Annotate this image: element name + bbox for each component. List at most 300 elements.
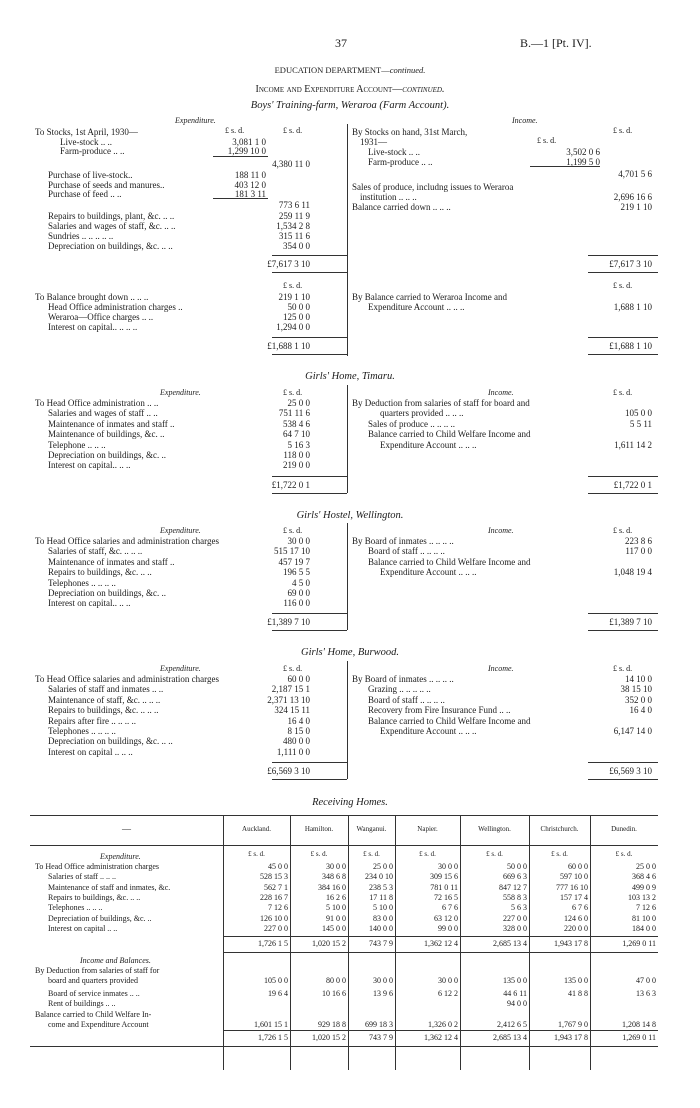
account-line: Interest on capital.. .. .. .. [48, 322, 138, 332]
cell: 384 16 0 [318, 882, 346, 892]
row-label: By Deduction from salaries of staff for [35, 966, 160, 975]
amount: 1,611 14 2 [614, 439, 652, 450]
amount: 1,299 10 0 [227, 146, 266, 156]
amount: 16 4 0 [287, 715, 310, 726]
cell: 60 0 0 [568, 862, 588, 871]
column-header: Christchurch. [540, 825, 579, 833]
account-line: Interest on capital.. .. .. [48, 598, 131, 609]
amount: 2,371 13 10 [267, 694, 310, 705]
subtotal-rule [213, 156, 268, 157]
account-line: Telephones .. .. .. .. [48, 577, 116, 588]
amount: 773 6 11 [278, 200, 310, 210]
row-label: Rent of buildings .. .. [48, 999, 116, 1008]
cell: 30 0 0 [373, 976, 393, 985]
account-line: To Head Office salaries and administration charges [35, 674, 219, 684]
cell: 847 12 7 [499, 882, 527, 892]
lsd-header: £ s. d. [283, 388, 303, 397]
amount: 14 10 0 [625, 674, 652, 684]
account-line: Board of staff .. .. .. .. [368, 546, 445, 557]
cell: 135 0 0 [564, 976, 588, 985]
amount: 4,380 11 0 [272, 159, 310, 169]
amount: 751 11 6 [278, 408, 310, 419]
account-line: Live-stock .. .. [368, 147, 420, 157]
cell: 7 12 6 [636, 903, 656, 913]
account-line: Recovery from Fire Insurance Fund .. .. [368, 705, 511, 716]
account-line: Telephones .. .. .. .. [48, 726, 116, 736]
amount: 1,534 2 8 [276, 221, 310, 231]
amount: 105 0 0 [625, 408, 652, 419]
amount: 116 0 0 [283, 598, 310, 609]
cell: 30 0 0 [438, 862, 458, 871]
amount: 219 0 0 [283, 460, 310, 471]
row-label: To Head Office administration charges [35, 862, 159, 871]
cell: 499 0 9 [632, 882, 656, 892]
cell: 1,208 14 8 [622, 1020, 656, 1029]
amount: 196 5 5 [283, 567, 310, 578]
dash: — [122, 824, 131, 834]
account-line: Balance carried to Child Welfare Income and [368, 429, 531, 440]
total-rule [272, 337, 347, 338]
total-rule [272, 354, 347, 355]
account-line: Purchase of seeds and manures.. [48, 180, 165, 190]
account-line: Expenditure Account .. .. .. [380, 726, 477, 736]
cell: 72 16 5 [434, 892, 458, 902]
cell: 1,362 12 4 [424, 1033, 458, 1042]
account-line: Grazing .. .. .. .. .. [368, 684, 431, 695]
lsd-header: £ s. d. [283, 526, 303, 535]
account-line: Balance carried down .. .. .. [352, 202, 451, 212]
amount: 352 0 0 [625, 694, 652, 705]
account-line: By Board of inmates .. .. .. .. [352, 536, 454, 546]
column-divider [347, 661, 348, 779]
cell: 1,767 9 0 [558, 1020, 588, 1029]
total: £6,569 3 10 [609, 766, 652, 776]
amount: 457 19 7 [278, 556, 310, 567]
amount: 1,111 0 0 [276, 746, 310, 757]
amount: 259 11 9 [278, 211, 310, 221]
amount: 1,688 1 10 [613, 302, 652, 312]
column-header: Auckland. [242, 825, 271, 833]
cell: 19 6 4 [268, 989, 288, 998]
amount: 6,147 14 0 [613, 726, 652, 736]
total-rule [272, 762, 347, 763]
account-line: Purchase of live-stock.. [48, 170, 133, 180]
lsd-header: £ s. d. [615, 850, 633, 858]
amount: 188 11 0 [234, 170, 266, 180]
account-line: Depreciation on buildings, &c. .. [48, 588, 166, 598]
cell: 6 7 6 [572, 903, 588, 913]
row-label: Maintenance of staff and inmates, &c. [48, 882, 171, 892]
farm-title: Boys' Training-farm, Weraroa (Farm Account). [250, 100, 450, 111]
lsd-header: £ s. d. [613, 526, 633, 535]
exp-label: Expenditure. [160, 388, 201, 397]
cell: 41 8 8 [568, 989, 588, 998]
column-header: Dunedin. [611, 825, 637, 833]
amount: 69 0 0 [287, 588, 310, 598]
total: £1,722 0 1 [271, 480, 310, 490]
amount: 538 4 6 [283, 418, 310, 429]
total-rule [588, 762, 658, 763]
total-rule [223, 936, 658, 937]
amount: 354 0 0 [283, 241, 310, 251]
amount: 223 8 6 [625, 536, 652, 546]
account-line: Maintenance of inmates and staff .. [48, 418, 175, 429]
total-rule [272, 630, 347, 631]
account-line: By Board of inmates .. .. .. .. [352, 674, 454, 684]
dept-heading: EDUCATION DEPARTMENT—continued. [274, 65, 426, 75]
subtotal-rule [213, 198, 268, 199]
account-heading: Income and Expenditure Account—continued. [255, 84, 445, 95]
lsd-header: £ s. d. [419, 850, 436, 858]
cell: 135 0 0 [503, 976, 527, 985]
cell: 2,412 6 5 [497, 1020, 527, 1029]
total: £1,688 1 10 [267, 341, 310, 351]
amount: 4,701 5 6 [618, 169, 652, 179]
hostel-title: Girls' Hostel, Wellington. [296, 510, 404, 521]
cell: 47 0 0 [636, 976, 656, 985]
cell: 220 0 0 [564, 923, 588, 933]
cell: 699 18 3 [365, 1020, 393, 1029]
amount: 3,081 1 0 [232, 137, 266, 147]
cell: 126 10 0 [260, 913, 288, 923]
lsd-header: £ s. d. [613, 126, 633, 135]
cell: 1,020 15 2 [312, 1033, 346, 1042]
account-line: Salaries and wages of staff .. .. [48, 408, 158, 419]
amount: 25 0 0 [287, 398, 310, 408]
row-label: board and quarters provided [48, 976, 138, 985]
column-divider [347, 385, 348, 493]
account-line: Live-stock .. .. [60, 137, 112, 147]
account-line: Maintenance of staff, &c. .. .. .. [48, 694, 161, 705]
total-rule [588, 779, 658, 780]
cell: 1,943 17 8 [554, 939, 588, 948]
cell: 30 0 0 [326, 862, 346, 871]
amount: 16 4 0 [629, 705, 652, 716]
row-label: Telephones .. .. .. [48, 903, 103, 913]
column-divider [347, 124, 348, 356]
total-rule [588, 493, 658, 494]
total: £6,569 3 10 [267, 766, 310, 776]
inc-label: Income and Balances. [80, 956, 151, 965]
page-number: 37 [335, 36, 347, 50]
cell: 17 11 8 [369, 892, 393, 902]
lsd-header: £ s. d. [310, 850, 328, 858]
total-rule [272, 613, 347, 614]
cell: 81 10 0 [632, 913, 656, 923]
cell: 7 12 6 [268, 903, 288, 913]
amount: 5 16 3 [287, 439, 310, 450]
total: £1,389 7 10 [609, 617, 652, 627]
account-line: By Balance carried to Weraroa Income and [352, 292, 508, 302]
row-label: Board of service inmates .. .. [48, 989, 140, 998]
amount: 125 0 0 [283, 312, 310, 322]
total: £1,688 1 10 [609, 341, 652, 351]
cell: 1,726 1 5 [258, 939, 288, 948]
amount: 315 11 6 [278, 231, 310, 241]
amount: 1,048 19 4 [613, 567, 652, 578]
cell: 558 8 3 [503, 892, 527, 902]
account-line: Interest on capital .. .. .. [48, 746, 133, 757]
account-line: Sundries .. .. .. .. .. [48, 231, 114, 241]
cell: 781 0 11 [430, 882, 458, 892]
account-line: Board of staff .. .. .. .. [368, 694, 445, 705]
total-rule [588, 613, 658, 614]
amount: 60 0 0 [287, 674, 310, 684]
cell: 1,326 0 2 [428, 1020, 458, 1029]
total-rule [272, 255, 347, 256]
total-rule [223, 952, 658, 953]
account-line: 1931— [360, 137, 387, 147]
amount: 5 5 11 [629, 418, 652, 429]
table-rule [30, 1046, 658, 1047]
exp-label: Expenditure. [100, 852, 141, 861]
amount: 2,187 15 1 [271, 684, 310, 695]
amount: 324 15 11 [274, 705, 310, 716]
amount: 4 5 0 [292, 577, 310, 588]
amount: 3,502 0 6 [566, 147, 600, 157]
cell: 103 13 2 [628, 892, 656, 902]
cell: 929 18 8 [318, 1020, 346, 1029]
lsd-header: £ s. d. [537, 136, 557, 145]
cell: 157 17 4 [560, 892, 588, 902]
account-line: Salaries of staff and inmates .. .. [48, 684, 164, 695]
cell: 562 7 1 [264, 882, 288, 892]
cell: 105 0 0 [264, 976, 288, 985]
account-line: Repairs to buildings, &c. .. .. [48, 567, 152, 578]
column-header: Wellington. [478, 825, 511, 833]
cell: 234 0 10 [365, 872, 393, 882]
amount: 1,199 5 0 [566, 157, 600, 167]
timaru-title: Girls' Home, Timaru. [305, 371, 395, 382]
row-label: Balance carried to Child Welfare In- [35, 1010, 152, 1019]
amount: 8 15 0 [287, 726, 310, 736]
cell: 30 0 0 [438, 976, 458, 985]
total-rule [588, 272, 658, 273]
account-line: Sales of produce, includng issues to Weraroa [352, 182, 514, 192]
amount: 219 1 10 [620, 202, 652, 212]
lsd-header: £ s. d. [486, 850, 503, 858]
cell: 83 0 0 [373, 913, 393, 923]
account-line: By Deduction from salaries of staff for board and [352, 398, 530, 408]
document-ref: B.—1 [Pt. IV]. [520, 36, 592, 50]
cell: 25 0 0 [373, 862, 393, 871]
total-rule [272, 779, 347, 780]
table-rule [30, 815, 658, 816]
cell: 45 0 0 [268, 862, 288, 871]
lsd-header: £ s. d. [248, 850, 265, 858]
account-line: Repairs to buildings, plant, &c. .. .. [48, 211, 175, 221]
cell: 1,726 1 5 [258, 1033, 288, 1042]
total-rule [588, 337, 658, 338]
amount: 64 7 10 [283, 429, 310, 440]
amount: 181 3 11 [234, 189, 266, 199]
cell: 528 15 3 [260, 872, 288, 882]
burwood-title: Girls' Home, Burwood. [301, 647, 399, 658]
amount: 30 0 0 [287, 536, 310, 546]
cell: 124 6 0 [564, 913, 588, 923]
cell: 309 15 6 [430, 872, 458, 882]
total: £1,389 7 10 [267, 617, 310, 627]
account-line: Expenditure Account .. .. .. [380, 439, 477, 450]
inc-label: Income. [488, 526, 514, 535]
cell: 80 0 0 [326, 976, 346, 985]
account-line: Repairs after fire .. .. .. .. [48, 715, 136, 726]
amount: 219 1 10 [278, 292, 310, 302]
total: £1,722 0 1 [613, 480, 652, 490]
cell: 2,685 13 4 [493, 939, 527, 948]
cell: 227 0 0 [503, 913, 527, 923]
cell: 777 16 10 [556, 882, 588, 892]
cell: 368 4 6 [632, 872, 656, 882]
amount: 480 0 0 [283, 736, 310, 747]
account-line: Farm-produce .. .. [60, 146, 125, 156]
cell: 669 6 3 [503, 872, 527, 882]
row-label: Salaries of staff .. .. .. [48, 872, 117, 882]
cell: 597 10 0 [560, 872, 588, 882]
row-label: Depreciation of buildings, &c. .. [48, 913, 152, 923]
total-rule [223, 1030, 658, 1031]
amount: 403 12 0 [234, 180, 266, 190]
cell: 743 7 9 [369, 1033, 393, 1042]
cell: 5 10 0 [373, 903, 393, 913]
amount: 1,294 0 0 [276, 322, 310, 332]
account-line: To Balance brought down .. .. .. [35, 292, 149, 302]
total-rule [588, 354, 658, 355]
cell: 5 10 0 [326, 903, 346, 913]
account-line: Head Office administration charges .. [48, 302, 183, 312]
cell: 91 0 0 [326, 913, 346, 923]
total: £7,617 3 10 [609, 259, 652, 269]
table-rule [30, 845, 658, 846]
cell: 94 0 0 [507, 999, 527, 1008]
total-rule [272, 272, 347, 273]
exp-label: Expenditure. [160, 664, 201, 673]
cell: 1,269 0 11 [622, 939, 656, 948]
total-rule [588, 255, 658, 256]
cell: 743 7 9 [369, 939, 393, 948]
cell: 5 6 3 [511, 903, 527, 913]
account-line: Weraroa—Office charges .. .. [48, 312, 154, 322]
account-line: Depreciation on buildings, &c. .. .. [48, 241, 173, 251]
account-line: Balance carried to Child Welfare Income and [368, 715, 531, 726]
lsd-header: £ s. d. [225, 126, 245, 135]
account-line: institution .. .. .. [360, 192, 417, 202]
account-line: Sales of produce .. .. .. .. [368, 418, 455, 429]
total-rule [272, 493, 347, 494]
cell: 1,362 12 4 [424, 939, 458, 948]
column-divider [347, 523, 348, 630]
lsd-header: £ s. d. [283, 126, 303, 135]
account-line: Interest on capital.. .. .. [48, 460, 131, 471]
amount: 38 15 10 [620, 684, 652, 695]
lsd-header: £ s. d. [283, 664, 303, 673]
total-rule [588, 476, 658, 477]
cell: 16 2 6 [326, 892, 346, 902]
cell: 1,601 15 1 [254, 1020, 288, 1029]
cell: 6 12 2 [438, 989, 458, 998]
lsd-header: £ s. d. [363, 850, 380, 858]
cell: 140 0 0 [369, 923, 393, 933]
account-line: Expenditure Account .. .. .. [368, 302, 465, 312]
account-line: Purchase of feed .. .. [48, 189, 122, 199]
cell: 13 6 3 [636, 989, 656, 998]
cell: 13 9 6 [373, 989, 393, 998]
account-line: Telephone .. .. .. [48, 439, 106, 450]
cell: 25 0 0 [636, 862, 656, 871]
cell: 2,685 13 4 [493, 1033, 527, 1042]
account-line: Maintenance of inmates and staff .. [48, 556, 175, 567]
cell: 63 12 0 [434, 913, 458, 923]
amount: 118 0 0 [283, 450, 310, 460]
account-line: quarters provided .. .. .. [380, 408, 464, 419]
account-line: To Head Office salaries and administration charges [35, 536, 219, 546]
account-line: Depreciation on buildings, &c. .. [48, 450, 166, 460]
account-line: Farm-produce .. .. [368, 157, 433, 167]
cell: 227 0 0 [264, 923, 288, 933]
lsd-header: £ s. d. [613, 388, 633, 397]
account-line: Repairs to buildings, &c. .. .. .. [48, 705, 159, 716]
lsd-header: £ s. d. [613, 664, 633, 673]
cell: 50 0 0 [507, 862, 527, 871]
column-header: Hamilton. [304, 825, 334, 833]
lsd-header: £ s. d. [613, 281, 633, 290]
row-label: come and Expenditure Account [48, 1020, 149, 1029]
account-line: Depreciation on buildings, &c. .. .. [48, 736, 173, 747]
lsd-header: £ s. d. [551, 850, 568, 858]
lsd-header: £ s. d. [283, 281, 303, 290]
column-header: Wanganui. [356, 825, 387, 833]
account-line: Maintenance of buildings, &c. .. [48, 429, 165, 440]
account-line: By Stocks on hand, 31st March, [352, 127, 468, 137]
amount: 2,696 16 6 [613, 192, 652, 202]
exp-label: Expenditure. [175, 116, 216, 125]
total: £7,617 3 10 [267, 259, 310, 269]
cell: 145 0 0 [322, 923, 346, 933]
column-header: Napier. [417, 825, 438, 833]
cell: 44 6 11 [503, 989, 527, 998]
row-label: Repairs to buildings, &c. .. .. [48, 892, 141, 902]
receiving-title: Receiving Homes. [312, 797, 388, 808]
total-rule [588, 630, 658, 631]
cell: 1,269 0 11 [622, 1033, 656, 1042]
amount: 515 17 10 [274, 546, 310, 557]
cell: 6 7 6 [442, 903, 458, 913]
row-label: Interest on capital .. .. [48, 923, 118, 933]
inc-label: Income. [488, 388, 514, 397]
inc-label: Income. [512, 116, 538, 125]
account-line: To Stocks, 1st April, 1930— [35, 127, 138, 137]
cell: 328 0 0 [503, 923, 527, 933]
account-line: To Head Office administration .. .. [35, 398, 159, 408]
exp-label: Expenditure. [160, 526, 201, 535]
cell: 10 16 6 [322, 989, 346, 998]
cell: 99 0 0 [438, 923, 458, 933]
cell: 184 0 0 [632, 923, 656, 933]
account-line: Salaries of staff, &c. .. .. .. [48, 546, 143, 557]
account-line: Expenditure Account .. .. .. [380, 567, 477, 578]
cell: 1,020 15 2 [312, 939, 346, 948]
account-line: Salaries and wages of staff, &c. .. .. [48, 221, 176, 231]
total-rule [272, 476, 347, 477]
subtotal-rule [530, 166, 600, 167]
account-line: Balance carried to Child Welfare Income and [368, 556, 531, 567]
amount: 50 0 0 [287, 302, 310, 312]
inc-label: Income. [488, 664, 514, 673]
cell: 1,943 17 8 [554, 1033, 588, 1042]
amount: 117 0 0 [625, 546, 652, 557]
cell: 238 5 3 [369, 882, 393, 892]
cell: 348 6 8 [322, 872, 346, 882]
